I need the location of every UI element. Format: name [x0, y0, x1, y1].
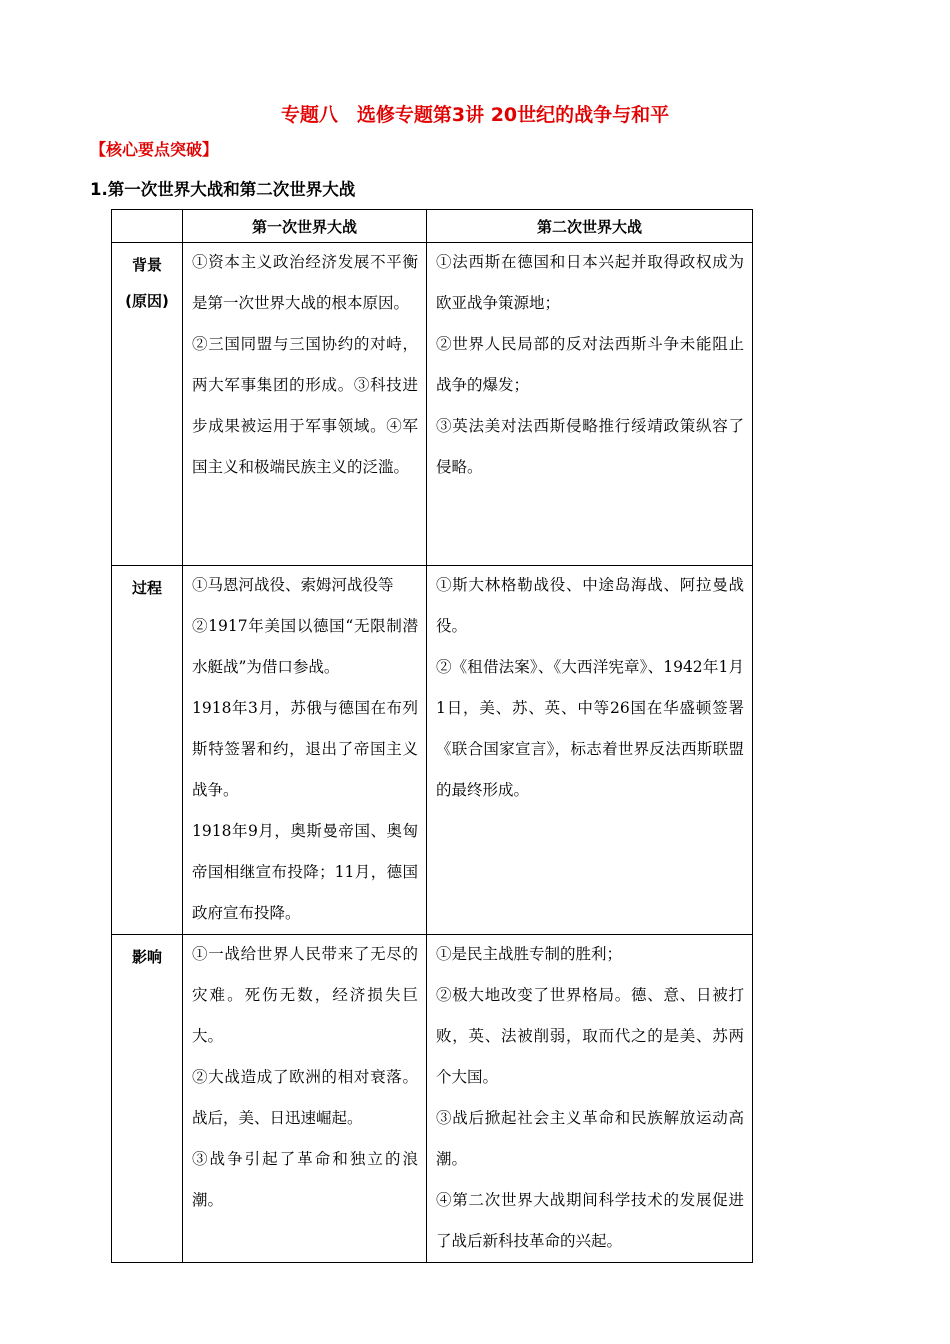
- cell-paragraph: ③英法美对法西斯侵略推行绥靖政策纵容了侵略。: [436, 417, 744, 476]
- table-header-row: [112, 210, 753, 243]
- cell-paragraph: ②三国同盟与三国协约的对峙，两大军事集团的形成。③科技进步成果被运用于军事领域。④军国主义和极端民族主义的泛滥。: [192, 335, 418, 476]
- cell-paragraph: 1918年9月，奥斯曼帝国、奥匈帝国相继宣布投降；11月，德国政府宣布投降。: [192, 822, 418, 922]
- cell-paragraph: ①是民主战胜专制的胜利；: [436, 945, 623, 963]
- cell-paragraph: ①马恩河战役、索姆河战役等: [192, 576, 394, 594]
- cell-paragraph: ②《租借法案》、《大西洋宪章》、1942年1月1日，美、苏、英、中等26国在华盛顿签署《联合国家宣言》，标志着世界反法西斯联盟的最终形成。: [436, 658, 744, 799]
- row-label-text: 过程: [131, 579, 162, 597]
- section-heading: 【核心要点突破】: [90, 140, 219, 159]
- cell-process-ww2: [427, 566, 753, 935]
- cell-background-ww2: [427, 243, 753, 566]
- cell-paragraph: ①法西斯在德国和日本兴起并取得政权成为欧亚战争策源地；: [436, 253, 744, 312]
- cell-paragraph: ②世界人民局部的反对法西斯斗争未能阻止战争的爆发；: [436, 335, 744, 394]
- table-row-background: [112, 243, 753, 566]
- row-label-text: 背景 (原因): [125, 256, 169, 310]
- row-label-process: [112, 566, 183, 935]
- cell-paragraph: ④第二次世界大战期间科学技术的发展促进了战后新科技革命的兴起。: [436, 1191, 744, 1250]
- cell-paragraph: ①资本主义政治经济发展不平衡是第一次世界大战的根本原因。: [192, 253, 418, 312]
- table-row-impact: [112, 935, 753, 1263]
- cell-impact-ww1: [183, 935, 427, 1263]
- cell-paragraph: ①一战给世界人民带来了无尽的灾难。死伤无数，经济损失巨大。: [192, 945, 418, 1045]
- comparison-table: [111, 209, 753, 1263]
- cell-paragraph: 1918年3月，苏俄与德国在布列斯特签署和约，退出了帝国主义战争。: [192, 699, 418, 799]
- cell-background-ww1: [183, 243, 427, 566]
- cell-paragraph: ①斯大林格勒战役、中途岛海战、阿拉曼战役。: [436, 576, 744, 635]
- cell-paragraph: ②极大地改变了世界格局。德、意、日被打败，英、法被削弱，取而代之的是美、苏两个大国。: [436, 986, 744, 1086]
- row-label-text: 影响: [131, 948, 162, 966]
- cell-process-ww1: [183, 566, 427, 935]
- page-title: 专题八 选修专题第3讲 20世纪的战争与和平: [280, 104, 670, 126]
- row-label-background: [112, 243, 183, 566]
- cell-paragraph: ③战后掀起社会主义革命和民族解放运动高潮。: [436, 1109, 744, 1168]
- subtitle: 1.第一次世界大战和第二次世界大战: [90, 180, 356, 199]
- table-row-process: [112, 566, 753, 935]
- cell-paragraph: ③战争引起了革命和独立的浪潮。: [192, 1150, 418, 1209]
- cell-paragraph: ②大战造成了欧洲的相对衰落。战后，美、日迅速崛起。: [192, 1068, 418, 1127]
- cell-paragraph: ②1917年美国以德国“无限制潜水艇战”为借口参战。: [192, 617, 418, 676]
- header-corner: [112, 210, 183, 243]
- cell-impact-ww2: [427, 935, 753, 1263]
- header-ww2: 第二次世界大战: [427, 210, 753, 243]
- row-label-impact: [112, 935, 183, 1263]
- header-ww1: 第一次世界大战: [183, 210, 427, 243]
